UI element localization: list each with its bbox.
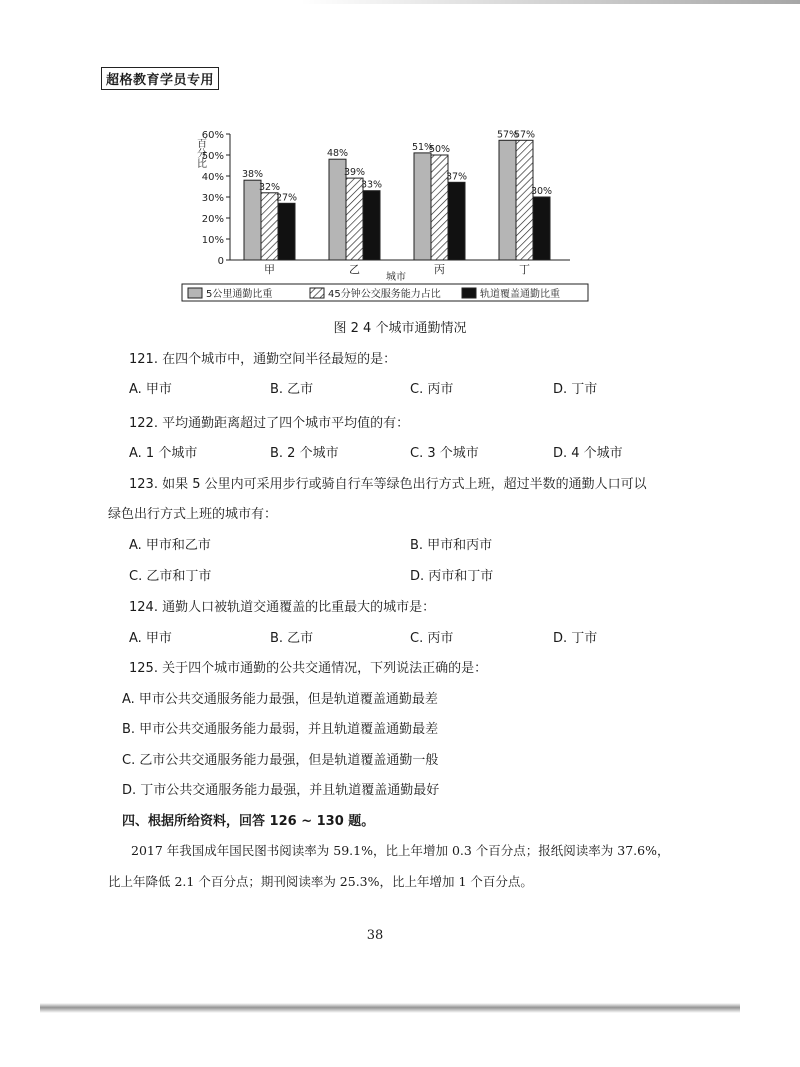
scan-shadow-bottom [40, 1003, 740, 1013]
q123-option-d[interactable]: D. 丙市和丁市 [410, 569, 494, 584]
y-axis-label: 百分比 [194, 138, 206, 168]
bar-3-1 [278, 203, 295, 260]
q125-option-b[interactable]: B. 甲市公共交通服务能力最弱，并且轨道覆盖通勤最差 [122, 722, 439, 737]
legend-swatch-1 [188, 288, 202, 298]
q121-option-d[interactable]: D. 丁市 [553, 382, 598, 397]
legend-swatch-2 [310, 288, 324, 298]
bar-value-label: 39% [343, 167, 366, 179]
question-125: 125. 关于四个城市通勤的公共交通情况，下列说法正确的是： [129, 661, 488, 676]
bar-value-label: 38% [241, 169, 264, 181]
question-123-line2: 绿色出行方式上班的城市有： [108, 507, 278, 522]
x-tick-label: 丙 [434, 263, 445, 276]
section-heading: 四、根据所给资料，回答 126 ~ 130 题。 [122, 814, 375, 829]
legend-swatch-3 [462, 288, 476, 298]
bar-value-label: 33% [360, 179, 383, 191]
q122-option-a[interactable]: A. 1 个城市 [129, 446, 198, 461]
x-tick-label: 乙 [349, 263, 360, 276]
bar-3-3 [448, 182, 465, 260]
bar-value-label: 30% [530, 186, 553, 197]
bar-2-4 [516, 140, 533, 260]
question-124: 124. 通勤人口被轨道交通覆盖的比重最大的城市是： [129, 600, 436, 615]
legend-label-2: 45分钟公交服务能力占比 [328, 289, 441, 300]
y-tick-label: 50% [201, 151, 224, 162]
q123-option-b[interactable]: B. 甲市和丙市 [410, 538, 493, 553]
q123-option-a[interactable]: A. 甲市和乙市 [129, 538, 211, 553]
x-axis-label: 城市 [386, 272, 406, 283]
q122-option-c[interactable]: C. 3 个城市 [410, 446, 479, 461]
bar-value-label: 57% [496, 129, 519, 141]
y-tick-label: 40% [201, 172, 224, 183]
bar-value-label: 51% [411, 141, 434, 153]
bar-value-label: 37% [445, 171, 468, 183]
q122-option-b[interactable]: B. 2 个城市 [270, 446, 339, 461]
y-tick-label: 30% [201, 193, 224, 204]
bar-1-4 [499, 140, 516, 260]
material-line-2: 比上年降低 2.1 个百分点；期刊阅读率为 25.3%，比上年增加 1 个百分点。 [108, 874, 533, 889]
q125-option-a[interactable]: A. 甲市公共交通服务能力最强，但是轨道覆盖通勤最差 [122, 692, 438, 707]
question-122: 122. 平均通勤距离超过了四个城市平均值的有： [129, 416, 410, 431]
q124-option-c[interactable]: C. 丙市 [410, 631, 454, 646]
q124-option-a[interactable]: A. 甲市 [129, 631, 172, 646]
q124-option-d[interactable]: D. 丁市 [553, 631, 598, 646]
q123-option-c[interactable]: C. 乙市和丁市 [129, 569, 212, 584]
x-tick-label: 甲 [264, 263, 275, 276]
question-123-line1: 123. 如果 5 公里内可采用步行或骑自行车等绿色出行方式上班，超过半数的通勤人口可以 [129, 477, 647, 492]
x-tick-label: 丁 [519, 263, 530, 276]
question-121: 121. 在四个城市中，通勤空间半径最短的是： [129, 352, 397, 367]
material-line-1: 2017 年我国成年国民图书阅读率为 59.1%，比上年增加 0.3 个百分点；报纸阅读率为 37.6%， [131, 843, 670, 858]
student-stamp: 超格教育学员专用 [101, 67, 219, 90]
figure-caption: 图 2 4 个城市通勤情况 [333, 321, 467, 336]
legend-label-1: 5公里通勤比重 [206, 289, 273, 300]
q122-option-d[interactable]: D. 4 个城市 [553, 446, 623, 461]
bar-1-3 [414, 153, 431, 260]
y-tick-label: 10% [201, 235, 224, 246]
q121-option-b[interactable]: B. 乙市 [270, 382, 314, 397]
q121-option-a[interactable]: A. 甲市 [129, 382, 172, 397]
q125-option-c[interactable]: C. 乙市公共交通服务能力最强，但是轨道覆盖通勤一般 [122, 753, 439, 768]
q125-option-d[interactable]: D. 丁市公共交通服务能力最强，并且轨道覆盖通勤最好 [122, 783, 440, 798]
bar-3-2 [363, 191, 380, 260]
q124-option-b[interactable]: B. 乙市 [270, 631, 314, 646]
commute-bar-chart [180, 112, 600, 312]
bar-3-4 [533, 197, 550, 260]
y-tick-label: 20% [201, 214, 224, 225]
bar-value-label: 27% [275, 192, 298, 204]
y-tick-label: 60% [201, 130, 224, 141]
page-number: 38 [366, 928, 384, 943]
bar-value-label: 32% [258, 181, 281, 193]
legend-label-3: 轨道覆盖通勤比重 [480, 289, 560, 300]
bar-value-label: 48% [326, 148, 349, 160]
y-tick-label: 0 [217, 256, 224, 267]
bar-value-label: 57% [513, 129, 536, 141]
bar-value-label: 50% [428, 144, 451, 155]
scan-shadow-top [300, 0, 800, 4]
q121-option-c[interactable]: C. 丙市 [410, 382, 454, 397]
